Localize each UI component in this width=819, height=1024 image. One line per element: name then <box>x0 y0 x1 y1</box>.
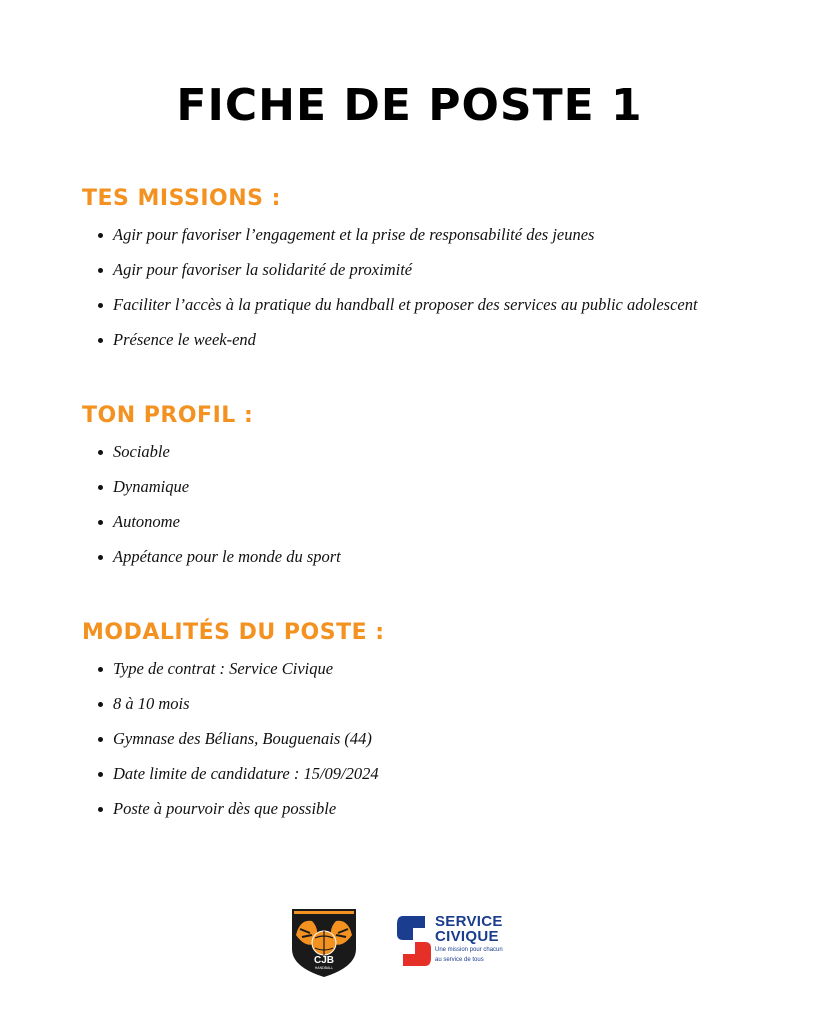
cjb-logo-text: CJB <box>313 955 335 966</box>
modalites-list <box>82 659 782 819</box>
list-item: Agir pour favoriser l’engagement et la prise de responsabilité des jeunes <box>82 225 782 245</box>
service-civique-s-icon <box>395 912 433 970</box>
list-item: Appétance pour le monde du sport <box>82 547 782 567</box>
list-item: Agir pour favoriser la solidarité de proximité <box>82 260 782 280</box>
list-item: Sociable <box>82 442 782 462</box>
list-item: 8 à 10 mois <box>82 694 782 714</box>
section-profil <box>82 403 782 582</box>
list-item: Autonome <box>82 512 782 532</box>
cjb-handball-logo <box>286 905 362 979</box>
service-civique-logo <box>395 912 505 974</box>
list-item: Type de contrat : Service Civique <box>82 659 782 679</box>
page-title: FICHE DE POSTE 1 <box>176 80 643 131</box>
list-item: Faciliter l’accès à la pratique du handball et proposer des services au public adolescent <box>82 295 782 315</box>
list-item: Dynamique <box>82 477 782 497</box>
list-item: Présence le week-end <box>82 330 782 350</box>
section-heading-missions: TES MISSIONS : <box>82 186 281 211</box>
service-civique-tagline-2: au service de tous <box>435 957 484 963</box>
service-civique-word-2: CIVIQUE <box>435 928 499 945</box>
service-civique-word-1: SERVICE <box>435 913 503 930</box>
missions-list <box>82 225 782 350</box>
list-item: Date limite de candidature : 15/09/2024 <box>82 764 782 784</box>
profil-list <box>82 442 782 567</box>
cjb-logo-subtext: HANDBALL <box>314 966 334 970</box>
section-heading-profil: TON PROFIL : <box>82 403 254 428</box>
list-item: Poste à pourvoir dès que possible <box>82 799 782 819</box>
list-item: Gymnase des Bélians, Bouguenais (44) <box>82 729 782 749</box>
service-civique-tagline-1: Une mission pour chacun <box>435 947 503 953</box>
section-modalites <box>82 620 782 834</box>
section-heading-modalites: MODALITÉS DU POSTE : <box>82 620 385 645</box>
section-missions <box>82 186 782 365</box>
